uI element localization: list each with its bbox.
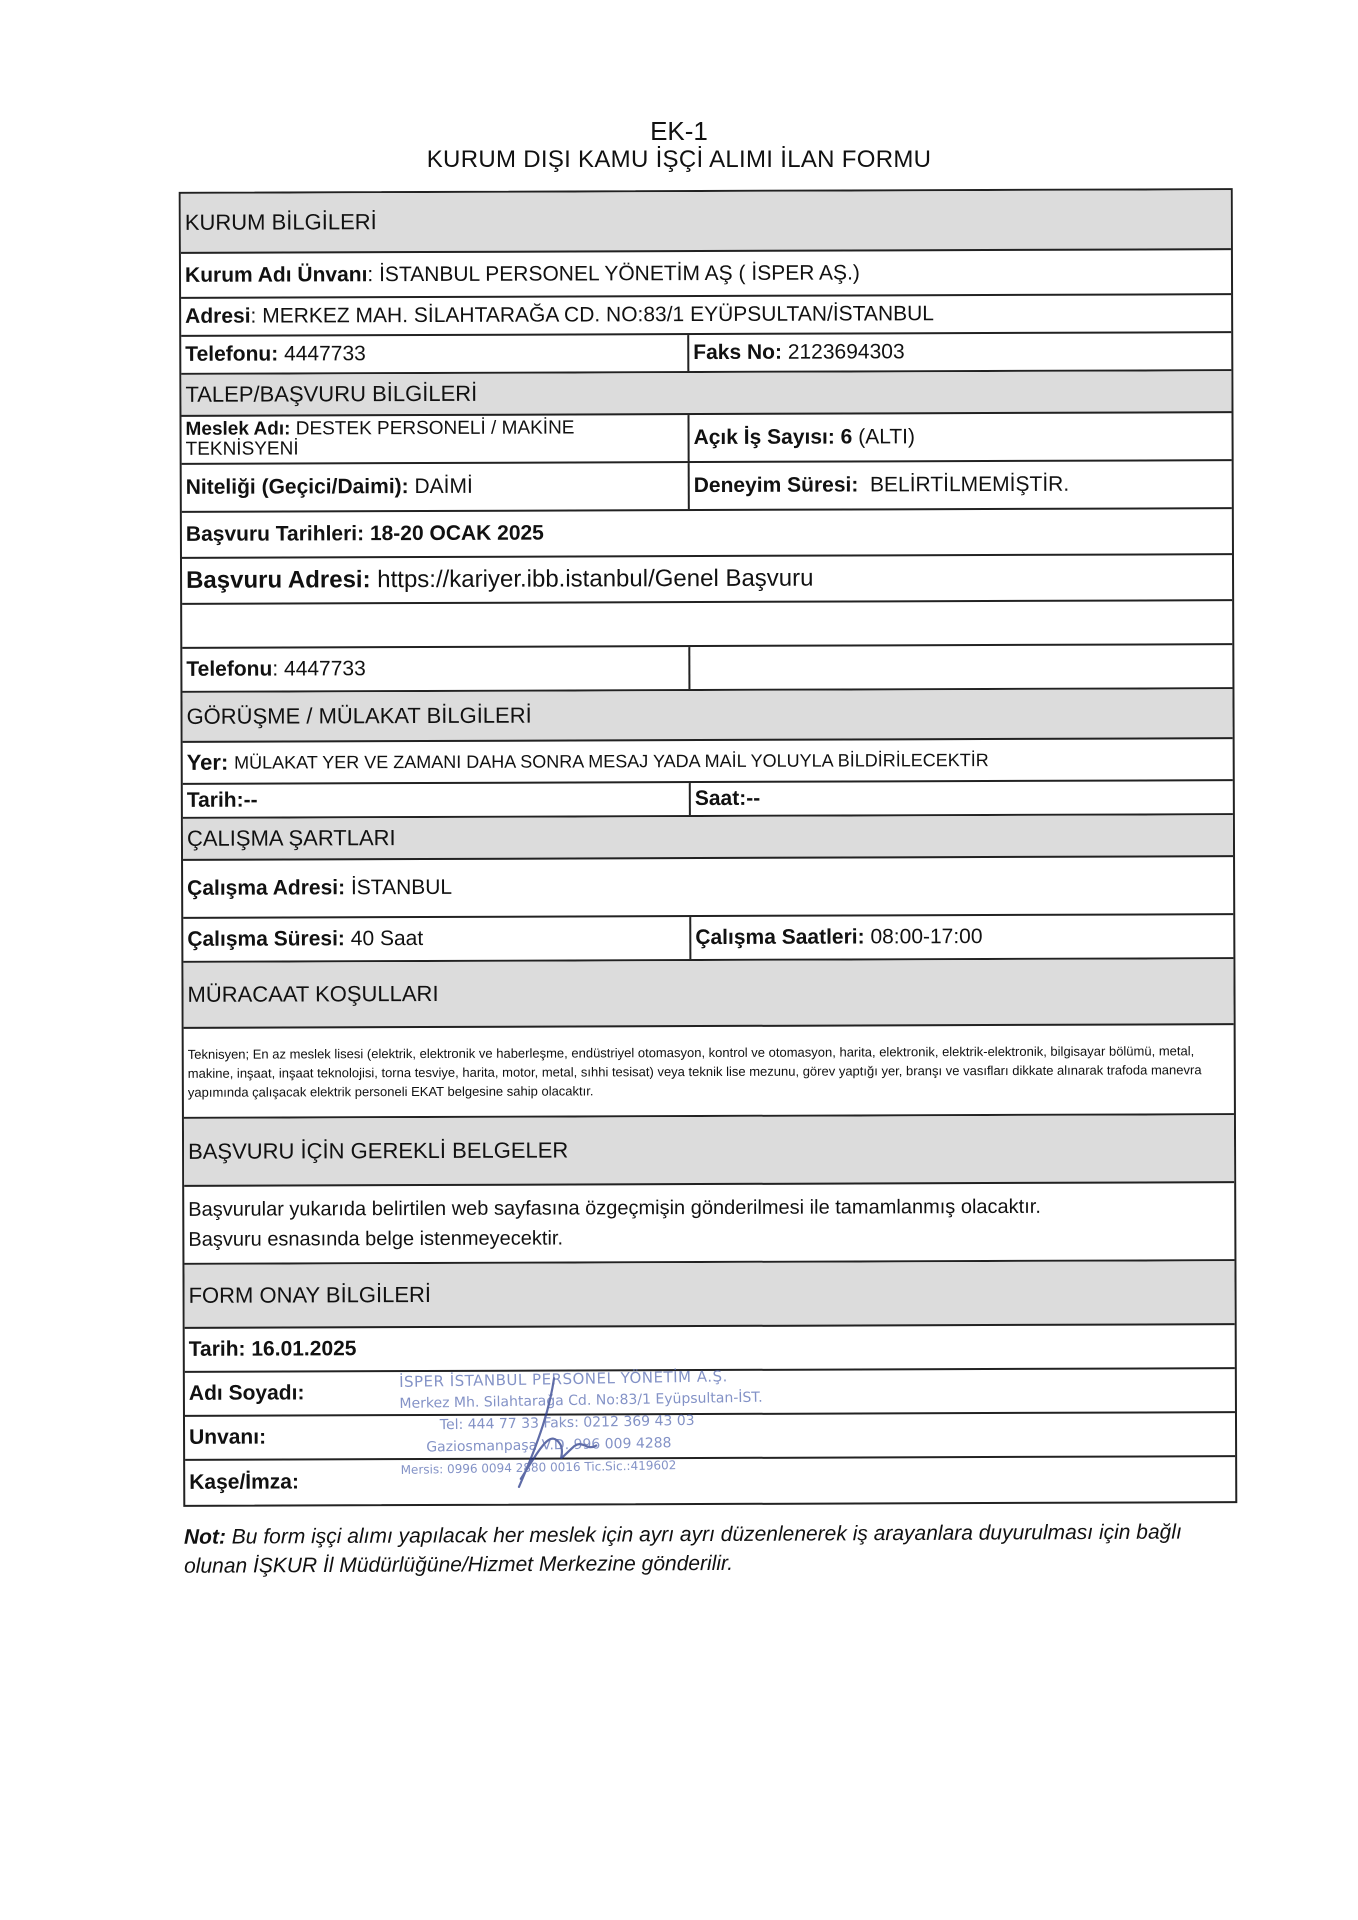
field-label: Açık İş Sayısı: 6 xyxy=(693,425,853,450)
row-work-time xyxy=(183,915,1233,963)
row-approval-date xyxy=(185,1325,1235,1373)
documents-line-1: Başvurular yukarıda belirtilen web sayfasına özgeçmişin gönderilmesi ile tamamlanmış olacaktır. xyxy=(188,1195,1041,1221)
row-institution-name: Kurum Adı Ünvanı : İSTANBUL PERSONEL YÖNETİM AŞ ( İSPER AŞ.) xyxy=(181,250,1231,299)
section-title: GÖRÜŞME / MÜLAKAT BİLGİLERİ xyxy=(186,702,532,729)
row-address: Adresi : MERKEZ MAH. SİLAHTARAĞA CD. NO:83/1 EYÜPSULTAN/İSTANBUL xyxy=(181,295,1231,337)
interview-date: Tarih:-- xyxy=(186,788,258,812)
openings-value: (ALTI) xyxy=(858,425,915,449)
application-dates: 18-20 OCAK 2025 xyxy=(369,521,544,546)
field-label: Meslek Adı: xyxy=(185,418,291,440)
approver-title-label: Unvanı: xyxy=(189,1425,267,1449)
row-approver-name xyxy=(185,1369,1235,1417)
job-name-line-2: TEKNİSYENİ xyxy=(185,438,299,460)
experience-value: BELİRTİLMEMİŞTİR. xyxy=(869,472,1070,497)
institution-fax: 2123694303 xyxy=(787,340,905,364)
field-label: Deneyim Süresi: xyxy=(693,473,859,498)
stamp-line-3: Tel: 444 77 33 Faks: 0212 369 43 03 xyxy=(439,1412,695,1434)
interview-place: MÜLAKAT YER VE ZAMANI DAHA SONRA MESAJ YADA MAİL YOLUYLA BİLDİRİLECEKTİR xyxy=(234,749,989,773)
section-belgeler xyxy=(184,1115,1234,1187)
note-text: Bu form işçi alımı yapılacak her meslek için ayrı ayrı düzenlenerek iş arayanlara duyurulması için bağlı olunan İŞKUR İl Müdürlüğüne/Hizmet Merkezine gönderilir. xyxy=(184,1520,1182,1578)
section-title: MÜRACAAT KOŞULLARI xyxy=(187,980,439,1007)
stamp-line-2: Merkez Mh. Silahtarağa Cd. No:83/1 Eyüpsultan-İST. xyxy=(399,1389,763,1412)
work-duration: 40 Saat xyxy=(350,926,424,951)
section-title: TALEP/BAŞVURU BİLGİLERİ xyxy=(185,380,478,407)
section-title: FORM ONAY BİLGİLERİ xyxy=(188,1281,432,1308)
stamp-line-5: Mersis: 0996 0094 2880 0016 Tic.Sic.:419602 xyxy=(400,1458,677,1477)
section-calisma xyxy=(183,815,1233,861)
field-label: Niteliği (Geçici/Daimi): xyxy=(185,475,409,499)
footnote xyxy=(184,1517,1244,1581)
field-label: Çalışma Süresi: xyxy=(187,927,345,951)
field-label: Telefonu: xyxy=(185,342,279,366)
work-hours: 08:00-17:00 xyxy=(870,925,983,949)
row-work-address xyxy=(183,857,1233,919)
interview-time: Saat:-- xyxy=(694,786,761,811)
section-title: KURUM BİLGİLERİ xyxy=(184,209,377,235)
application-url[interactable]: https://kariyer.ibb.istanbul/Genel Başvuru xyxy=(377,564,814,594)
stamp-line-1: İSPER İSTANBUL PERSONEL YÖNETİM A.Ş. xyxy=(398,1367,728,1391)
section-talep xyxy=(181,371,1231,417)
application-conditions: Teknisyen; En az meslek lisesi (elektrik, elektronik ve haberleşme, endüstriyel otomasyon, kontrol ve otomasyon, harita, elektronik, elektrik-elektronik, bilgisayar bölümü, metal, makine, inşaat, inşaat teknolojisi, torna tesviye, harita, motor, metal, sıhhi tesisat) veya teknik lise mezunu, görev yaptığı yer, branşı ve vasıfları dikkate alınarak trafoda manevra yapımında çalışacak elektrik personeli EKAT belgesine sahip olacaktır. xyxy=(187,1042,1202,1100)
section-muracaat xyxy=(183,959,1233,1029)
row-phone-fax xyxy=(181,333,1231,375)
field-label: Faks No: xyxy=(693,340,782,365)
note-label: Not: xyxy=(183,1525,226,1549)
field-label: Başvuru Tarihleri: xyxy=(185,522,365,546)
row-approver-title xyxy=(185,1413,1235,1461)
section-title: BAŞVURU İÇİN GEREKLİ BELGELER xyxy=(188,1137,569,1164)
seal-signature-label: Kaşe/İmza: xyxy=(189,1470,299,1494)
row-talep-phone: Telefonu : 4447733 xyxy=(182,645,1232,693)
row-empty xyxy=(182,601,1232,649)
institution-name: İSTANBUL PERSONEL YÖNETİM AŞ ( İSPER AŞ.) xyxy=(379,260,860,286)
form-title: KURUM DIŞI KAMU İŞÇİ ALIMI İLAN FORMU xyxy=(426,146,932,173)
field-label: Çalışma Saatleri: xyxy=(695,925,865,950)
job-name-line-1: DESTEK PERSONELİ / MAKİNE xyxy=(295,417,575,440)
field-label: Telefonu xyxy=(186,657,273,681)
talep-phone: 4447733 xyxy=(283,657,366,681)
row-seal xyxy=(185,1457,1235,1505)
employment-type: DAİMİ xyxy=(414,474,473,499)
row-interview-datetime xyxy=(183,781,1233,819)
section-gorusme xyxy=(182,689,1232,743)
institution-phone: 4447733 xyxy=(284,342,366,366)
row-conditions xyxy=(184,1025,1234,1119)
field-label: Kurum Adı Ünvanı xyxy=(184,262,368,287)
field-label: Çalışma Adresi: xyxy=(187,876,346,900)
field-label: Yer: xyxy=(186,749,229,775)
annex-label: EK-1 xyxy=(650,116,708,146)
approver-name-label: Adı Soyadı: xyxy=(188,1381,305,1405)
field-label: Adresi xyxy=(185,304,251,328)
section-title: ÇALIŞMA ŞARTLARI xyxy=(186,825,396,851)
row-documents xyxy=(184,1183,1234,1265)
row-apply-address xyxy=(182,555,1232,605)
field-label: Başvuru Adresi: xyxy=(186,566,371,594)
row-dates xyxy=(182,509,1232,559)
row-job xyxy=(181,413,1231,465)
approval-date: Tarih: 16.01.2025 xyxy=(188,1337,357,1361)
institution-address: MERKEZ MAH. SİLAHTARAĞA CD. NO:83/1 EYÜPSULTAN/İSTANBUL xyxy=(262,302,934,328)
section-kurum xyxy=(181,190,1231,254)
work-address: İSTANBUL xyxy=(350,875,453,900)
row-type-experience xyxy=(182,461,1232,513)
documents-line-2: Başvuru esnasında belge istenmeyecektir. xyxy=(188,1227,564,1251)
application-form xyxy=(179,188,1238,1507)
stamp-line-4: Gaziosmanpaşa V.D. 996 009 4288 xyxy=(426,1435,672,1456)
section-onay xyxy=(184,1261,1234,1329)
row-interview-place xyxy=(183,739,1233,785)
